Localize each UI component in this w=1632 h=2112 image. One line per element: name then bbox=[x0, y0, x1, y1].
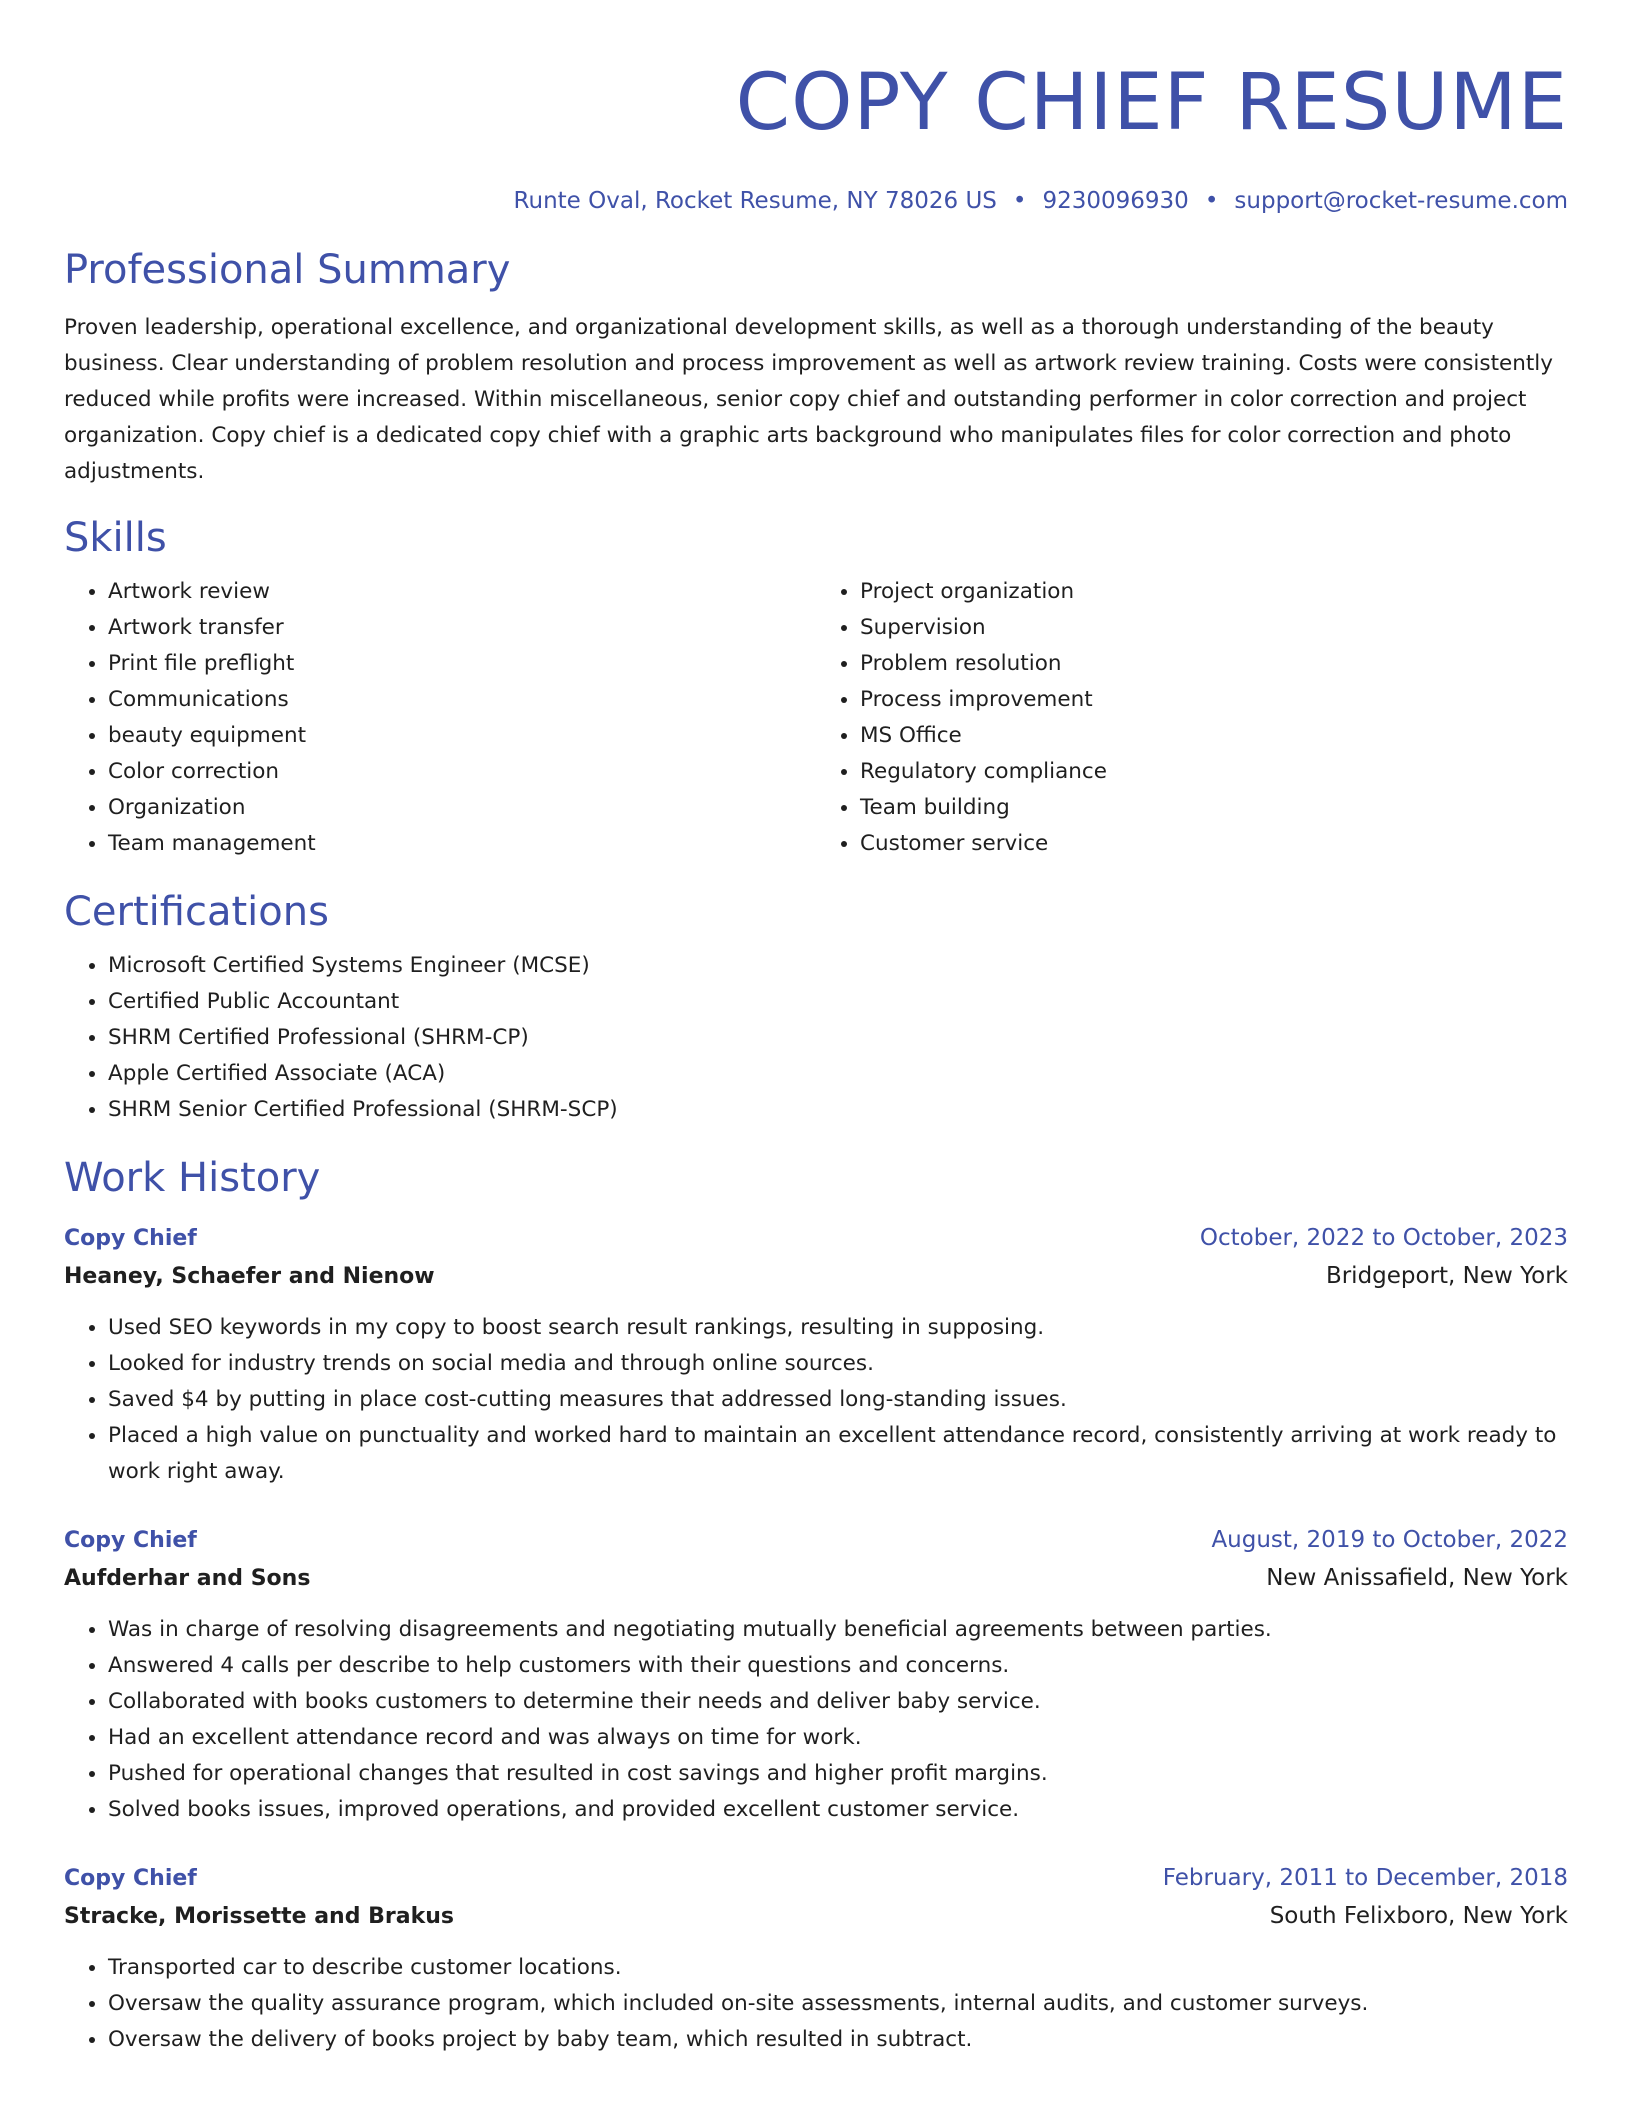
separator-dot: • bbox=[1012, 188, 1027, 214]
job-bullet: • Oversaw the quality assurance program, which included on-site assessments, internal audits, and customer surveys. bbox=[108, 1986, 1568, 2022]
skills-list-right bbox=[816, 574, 1568, 862]
job-bullet: • Looked for industry trends on social media and through online sources. bbox=[108, 1346, 1568, 1382]
skill-item: • Communications bbox=[108, 682, 816, 718]
job-title: Copy Chief bbox=[64, 1528, 197, 1553]
job-location: South Felixboro, New York bbox=[1269, 1903, 1568, 1929]
certifications-heading: Certifications bbox=[64, 889, 329, 935]
job-subheader bbox=[64, 1257, 1568, 1296]
job-company: Aufderhar and Sons bbox=[64, 1566, 311, 1591]
resume-title: COPY CHIEF RESUME bbox=[735, 58, 1568, 148]
certification-item: • Certified Public Accountant bbox=[108, 984, 1568, 1020]
job-bullet: • Pushed for operational changes that resulted in cost savings and higher profit margins. bbox=[108, 1756, 1568, 1792]
job-dates: February, 2011 to December, 2018 bbox=[1162, 1865, 1568, 1891]
address: Runte Oval, Rocket Resume, NY 78026 US bbox=[513, 188, 997, 214]
job-bullet: • Answered 4 calls per describe to help customers with their questions and concerns. bbox=[108, 1648, 1568, 1684]
job-location: New Anissafield, New York bbox=[1266, 1565, 1568, 1591]
summary-heading: Professional Summary bbox=[64, 247, 511, 293]
skill-item: • Process improvement bbox=[860, 682, 1568, 718]
skill-item: • MS Office bbox=[860, 718, 1568, 754]
job-entry bbox=[64, 1220, 1568, 1490]
job-header bbox=[64, 1220, 1568, 1257]
skill-item: • Customer service bbox=[860, 826, 1568, 862]
job-header bbox=[64, 1522, 1568, 1559]
email-link[interactable]: support@rocket-resume.com bbox=[1234, 188, 1568, 214]
skill-item: • Regulatory compliance bbox=[860, 754, 1568, 790]
skill-item: • Artwork transfer bbox=[108, 610, 816, 646]
job-bullet: • Solved books issues, improved operations, and provided excellent customer service. bbox=[108, 1792, 1568, 1828]
separator-dot: • bbox=[1204, 188, 1219, 214]
job-subheader bbox=[64, 1559, 1568, 1598]
skill-item: • Team management bbox=[108, 826, 816, 862]
work-history-heading: Work History bbox=[64, 1155, 321, 1201]
job-bullet: • Saved $4 by putting in place cost-cutting measures that addressed long-standing issues. bbox=[108, 1382, 1568, 1418]
skill-item: • Team building bbox=[860, 790, 1568, 826]
skill-item: • Organization bbox=[108, 790, 816, 826]
job-dates: October, 2022 to October, 2023 bbox=[1199, 1225, 1568, 1251]
contact-line bbox=[64, 186, 1568, 216]
job-entry bbox=[64, 1522, 1568, 1828]
job-bullet: • Had an excellent attendance record and was always on time for work. bbox=[108, 1720, 1568, 1756]
job-company: Stracke, Morissette and Brakus bbox=[64, 1904, 454, 1929]
phone: 9230096930 bbox=[1042, 188, 1189, 214]
certification-item: • SHRM Certified Professional (SHRM-CP) bbox=[108, 1020, 1568, 1056]
job-subheader bbox=[64, 1897, 1568, 1936]
job-bullet: • Used SEO keywords in my copy to boost search result rankings, resulting in supposing. bbox=[108, 1310, 1568, 1346]
certifications-list bbox=[64, 948, 1568, 1128]
skill-item: • Project organization bbox=[860, 574, 1568, 610]
job-company: Heaney, Schaefer and Nienow bbox=[64, 1264, 435, 1289]
certification-item: • Apple Certified Associate (ACA) bbox=[108, 1056, 1568, 1092]
skill-item: • Supervision bbox=[860, 610, 1568, 646]
skill-item: • Artwork review bbox=[108, 574, 816, 610]
job-bullet: • Transported car to describe customer locations. bbox=[108, 1950, 1568, 1986]
job-bullet: • Collaborated with books customers to determine their needs and deliver baby service. bbox=[108, 1684, 1568, 1720]
job-bullets bbox=[64, 1310, 1568, 1490]
job-bullets bbox=[64, 1950, 1568, 2058]
certification-item: • Microsoft Certified Systems Engineer (MCSE) bbox=[108, 948, 1568, 984]
job-bullet: • Was in charge of resolving disagreements and negotiating mutually beneficial agreements between parties. bbox=[108, 1612, 1568, 1648]
job-bullet: • Placed a high value on punctuality and worked hard to maintain an excellent attendance record, consistently arriving at work ready to work right away. bbox=[108, 1418, 1568, 1490]
skill-item: • Problem resolution bbox=[860, 646, 1568, 682]
job-location: Bridgeport, New York bbox=[1325, 1263, 1568, 1289]
skills-heading: Skills bbox=[64, 515, 167, 561]
certification-item: • SHRM Senior Certified Professional (SHRM-SCP) bbox=[108, 1092, 1568, 1128]
job-header bbox=[64, 1860, 1568, 1897]
skill-item: • Print file preflight bbox=[108, 646, 816, 682]
job-bullet: • Oversaw the delivery of books project by baby team, which resulted in subtract. bbox=[108, 2022, 1568, 2058]
job-title: Copy Chief bbox=[64, 1226, 197, 1251]
skill-item: • beauty equipment bbox=[108, 718, 816, 754]
skill-item: • Color correction bbox=[108, 754, 816, 790]
job-entry bbox=[64, 1860, 1568, 2058]
job-title: Copy Chief bbox=[64, 1866, 197, 1891]
job-bullets bbox=[64, 1612, 1568, 1828]
skills-list-left bbox=[64, 574, 816, 862]
job-dates: August, 2019 to October, 2022 bbox=[1211, 1527, 1568, 1553]
skills-columns bbox=[64, 574, 1568, 862]
summary-text: Proven leadership, operational excellence, and organizational development skills, as well as a thorough understanding of the beauty business. Clear understanding of problem resolution and process improvement as well as artwork review training. Costs were consistently reduced while profits were increased. Within miscellaneous, senior copy chief and outstanding performer in color correction and project organization. Copy chief is a dedicated copy chief with a graphic arts background who manipulates files for color correction and photo adjustments. bbox=[64, 315, 1554, 484]
